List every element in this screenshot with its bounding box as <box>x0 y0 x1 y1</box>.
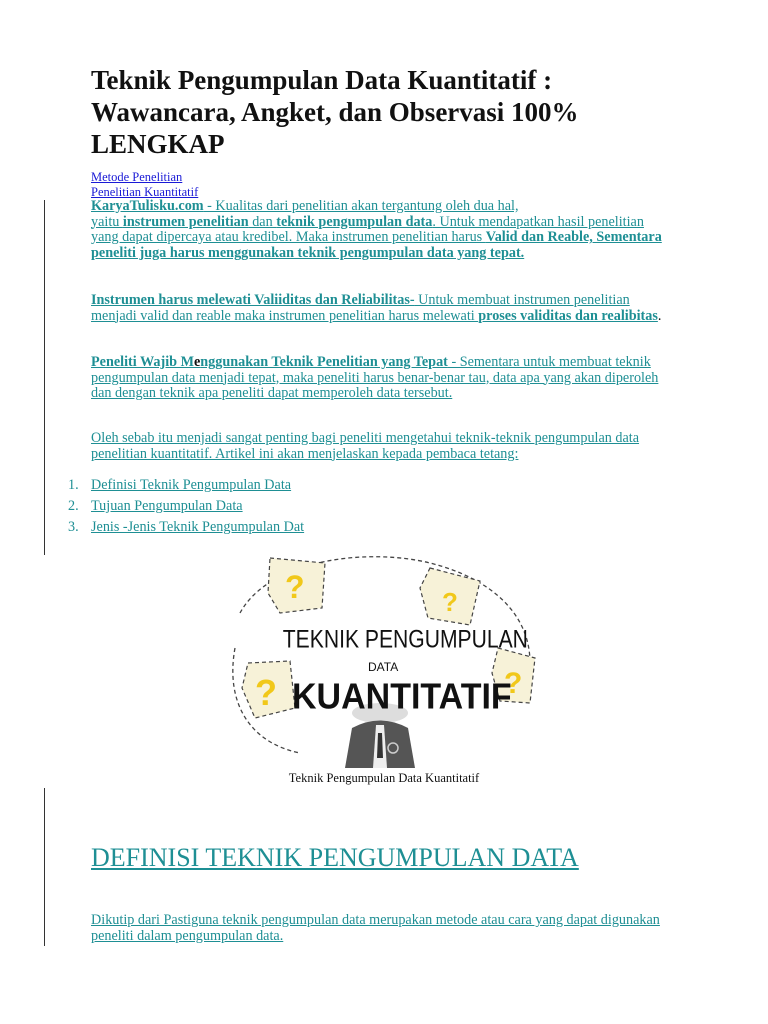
margin-bar-top <box>44 200 45 555</box>
question-bubble-icon <box>242 661 295 718</box>
toc-item[interactable]: 1. Definisi Teknik Pengumpulan Data <box>68 477 292 493</box>
teknik-link[interactable]: teknik pengumpulan data <box>276 213 433 230</box>
question-bubble-icon <box>420 568 480 625</box>
intro-paragraph: KaryaTulisku.com - Kualitas dari penelitian akan tergantung oleh dua hal, yaitu instrumen penelitian dan teknik pengumpulan data. Untuk mendapatkan hasil penelitian yang dapat dipercaya atau kredibel. Maka instrumen penelitian harus Valid dan Reable, Sementara peneliti juga harus menggunakan teknik pengumpulan data yang tepat. <box>91 198 662 261</box>
svg-text:?: ? <box>285 569 305 605</box>
article-illustration <box>230 553 540 768</box>
svg-text:?: ? <box>255 672 277 713</box>
margin-bar-bottom <box>44 788 45 946</box>
toc-item[interactable]: 3. Jenis -Jenis Teknik Pengumpulan Dat <box>68 519 305 535</box>
category-link-metode[interactable]: Metode Penelitian <box>91 170 183 184</box>
section-heading[interactable]: DEFINISI TEKNIK PENGUMPULAN DATA <box>91 843 579 872</box>
figure-caption: Teknik Pengumpulan Data Kuantitatif <box>288 771 480 785</box>
site-link[interactable]: KaryaTulisku.com <box>91 198 204 214</box>
category-link-kuantitatif[interactable]: Penelitian Kuantitatif <box>91 185 199 199</box>
figure-heading-line1: TEKNIK PENGUMPULAN <box>282 624 528 653</box>
question-bubble-icon <box>268 558 325 613</box>
svg-text:?: ? <box>504 667 523 700</box>
category-links <box>91 170 198 200</box>
toc-item[interactable]: 2. Tujuan Pengumpulan Data <box>68 498 243 514</box>
technique-paragraph: Peneliti Wajib Menggunakan Teknik Penelitian yang Tepat - Sementara untuk membuat teknik pengumpulan data menjadi tepat, maka peneliti harus benar-benar tau, data apa yang akan diperoleh dan dengan teknik apa peneliti dapat memperoleh data tersebut. <box>91 354 659 401</box>
figure-heading-line2: DATA <box>368 660 399 674</box>
article-title: Teknik Pengumpulan Data Kuantitatif : Wawancara, Angket, dan Observasi 100% LENGKAP <box>91 65 579 159</box>
section-paragraph: Dikutip dari Pastiguna teknik pengumpulan data merupakan metode atau cara yang dapat digunakan peneliti dalam pengumpulan data. <box>91 912 660 944</box>
instrumen-link[interactable]: instrumen penelitian <box>122 213 249 230</box>
table-of-contents <box>68 477 304 540</box>
validity-link[interactable]: Instrumen harus melewati Valiiditas dan Reliabilitas- <box>91 292 415 308</box>
technique-link[interactable]: Peneliti Wajib Menggunakan Teknik Penelitian yang Tepat <box>91 354 448 370</box>
overview-paragraph: Oleh sebab itu menjadi sangat penting bagi peneliti mengetahui teknik-teknik pengumpulan data penelitian kuantitatif. Artikel ini akan menjelaskan kepada pembaca tetang: <box>91 430 640 462</box>
figure-heading-line3: KUANTITATIF <box>292 676 512 717</box>
svg-text:?: ? <box>442 587 458 617</box>
validity-paragraph: Instrumen harus melewati Valiiditas dan Reliabilitas- Untuk membuat instrumen penelitian menjadi valid dan reable maka instrumen penelitian harus melewati proses validitas dan realibitas. <box>91 292 662 324</box>
